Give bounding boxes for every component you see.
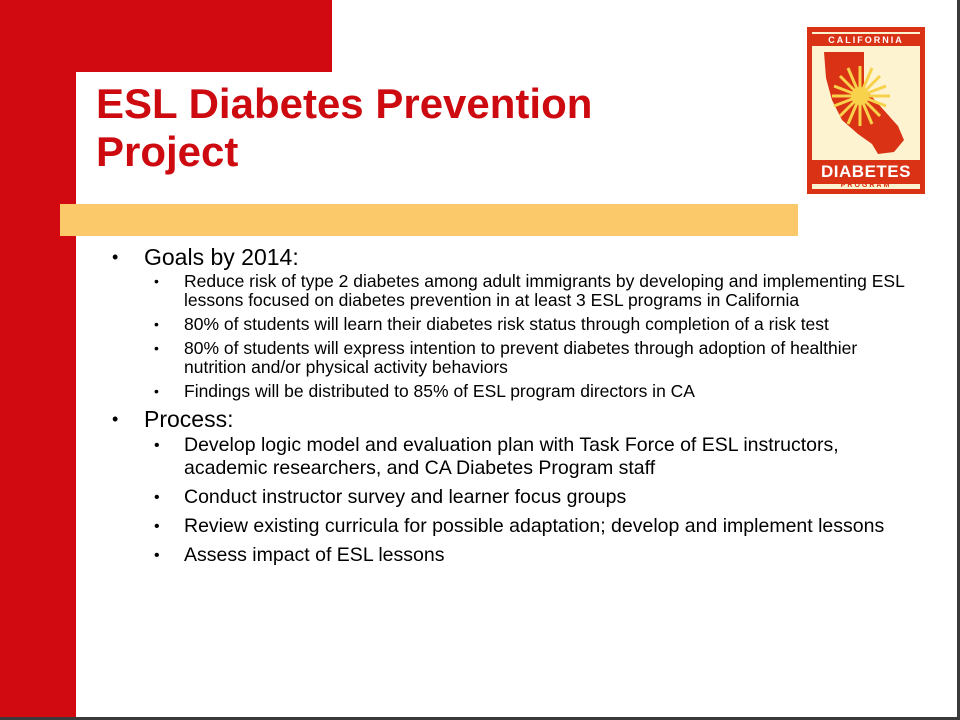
logo-background [812, 32, 920, 189]
section-heading-text: Process: [144, 406, 234, 432]
slide-title-line-2: Project [96, 128, 239, 175]
bullet-icon: • [154, 437, 160, 454]
logo-diabetes-text: DIABETES [811, 160, 921, 184]
list-item [110, 544, 910, 567]
list-item-text: Develop logic model and evaluation plan with Task Force of ESL instructors, academic researchers, and CA Diabetes Program staff [184, 434, 839, 479]
list-item [110, 486, 910, 509]
section-heading-process [110, 406, 910, 432]
list-item-text: Reduce risk of type 2 diabetes among adult immigrants by developing and implementing ESL lessons focused on diabetes prevention in at least 3 ESL programs in California [184, 271, 905, 310]
red-sidebar-bar [0, 0, 76, 717]
bullet-icon: • [112, 409, 119, 429]
slide-title [96, 80, 592, 176]
bullet-icon: • [154, 489, 160, 506]
bullet-icon: • [154, 518, 160, 535]
list-item [110, 272, 910, 310]
california-sun-icon [820, 48, 912, 158]
bullet-icon: • [154, 547, 160, 564]
list-item [110, 315, 910, 334]
bullet-icon: • [154, 340, 159, 356]
list-item-text: Assess impact of ESL lessons [184, 544, 445, 566]
list-item-text: Findings will be distributed to 85% of ESL program directors in CA [184, 381, 695, 401]
list-item [110, 434, 910, 480]
list-item-text: Conduct instructor survey and learner focus groups [184, 486, 627, 508]
list-item [110, 382, 910, 401]
list-item [110, 339, 910, 377]
list-item-text: 80% of students will learn their diabetes risk status through completion of a risk test [184, 314, 829, 334]
list-item-text: 80% of students will express intention to prevent diabetes through adoption of healthier nutrition and/or physical activity behaviors [184, 338, 858, 377]
gold-divider-band [60, 204, 798, 236]
logo-california-text: CALIFORNIA [812, 34, 920, 46]
bullet-icon: • [154, 383, 159, 399]
red-top-bar [0, 0, 332, 72]
section-heading-text: Goals by 2014: [144, 244, 299, 270]
california-diabetes-program-logo [807, 27, 925, 194]
bullet-icon: • [112, 247, 119, 267]
bullet-icon: • [154, 273, 159, 289]
slide-body [110, 244, 910, 573]
list-item-text: Review existing curricula for possible adaptation; develop and implement lessons [184, 515, 885, 537]
section-heading-goals [110, 244, 910, 270]
list-item [110, 515, 910, 538]
bullet-icon: • [154, 316, 159, 332]
logo-program-text: PROGRAM [840, 182, 892, 189]
slide-title-line-1: ESL Diabetes Prevention [96, 80, 593, 127]
